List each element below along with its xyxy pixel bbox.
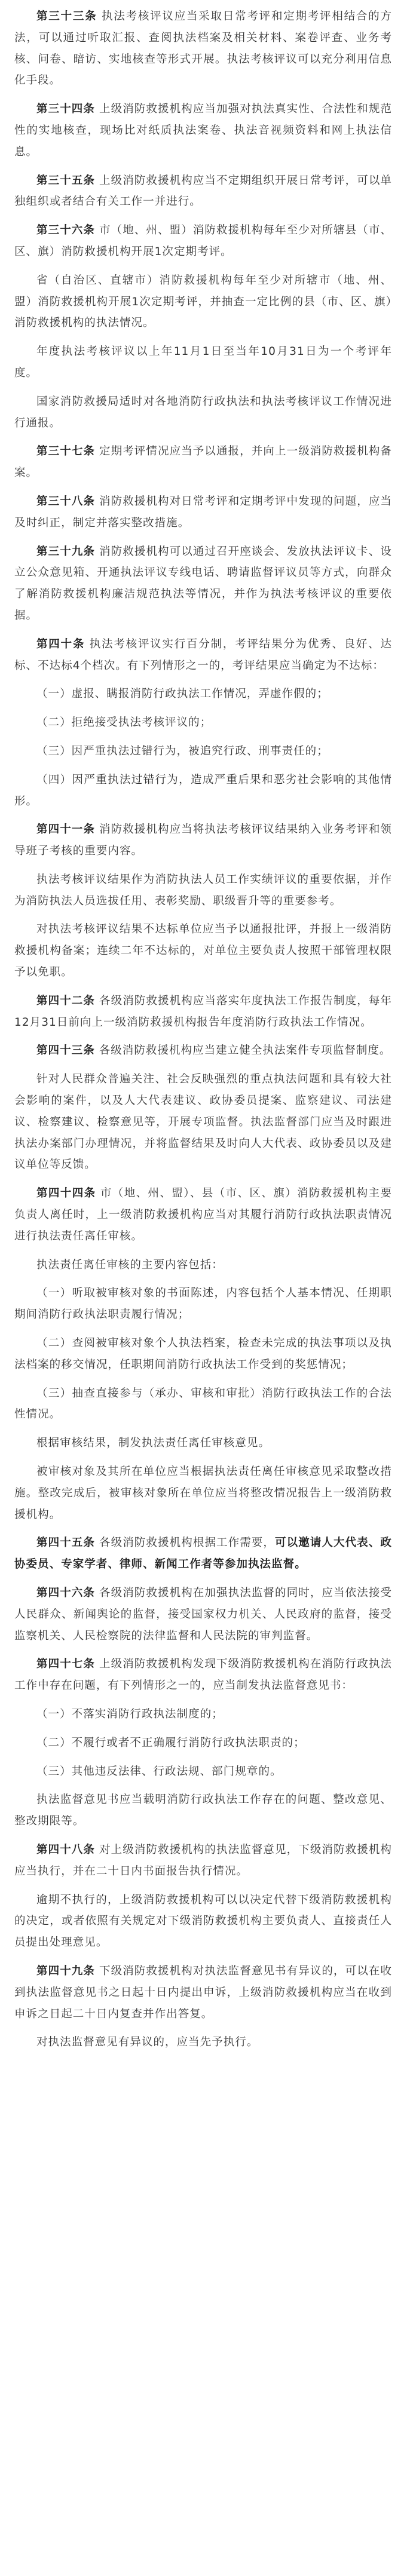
paragraph-text: 国家消防救援局适时对各地消防行政执法和执法考核评议工作情况进行通报。	[14, 395, 392, 430]
paragraph-text: （四）因严重执法过错行为，造成严重后果和恶劣社会影响的其他情形。	[14, 773, 392, 808]
paragraph-text: 执法考核评议结果作为消防执法人员工作实绩评议的重要依据，并作为消防执法人员选拔任用、表彰奖励、职级晋升等的重要参考。	[14, 873, 392, 907]
paragraph	[14, 270, 392, 334]
paragraph	[14, 990, 392, 1034]
paragraph-text: 根据审核结果，制发执法责任离任审核意见。	[36, 1437, 271, 1450]
paragraph-text: 上级消防救援机构应当加强对执法真实性、合法性和规范性的实地核查，现场比对纸质执法案卷、执法音视频资料和网上执法信息。	[14, 103, 392, 158]
paragraph	[14, 1283, 392, 1326]
paragraph	[14, 1654, 392, 1697]
paragraph	[14, 1333, 392, 1376]
paragraph	[14, 2032, 392, 2053]
paragraph-text: 执法考核评议应当采取日常考评和定期考评相结合的方法，可以通过听取汇报、查阅执法档案及相关材料、案卷评查、业务考核、问卷、暗访、实地核查等形式开展。执法考核评议可以充分利用信息化手段。	[14, 10, 392, 87]
article-number: 第四十五条	[36, 1537, 96, 1550]
paragraph	[14, 1789, 392, 1832]
paragraph-text: 消防救援机构可以通过召开座谈会、发放执法评议卡、设立公众意见箱、开通执法评议专线电话、聘请监督评议员等方式，向群众了解消防救援机构廉洁规范执法等情况，并作为执法考核评议的重要依据。	[14, 545, 392, 622]
paragraph	[14, 919, 392, 983]
paragraph-text: （三）抽查直接参与（承办、审核和审批）消防行政执法工作的合法性情况。	[14, 1387, 392, 1421]
article-number: 第四十条	[36, 637, 85, 651]
paragraph-text: 执法监督意见书应当载明消防行政执法工作存在的问题、整改意见、整改期限等。	[14, 1793, 392, 1828]
paragraph	[14, 769, 392, 812]
paragraph	[14, 341, 392, 384]
paragraph	[14, 1040, 392, 1062]
highlighted-text: 可以邀请人大代表、政协委员、专家学者、律师、新闻工作者等参加执法监督。	[14, 1537, 392, 1571]
paragraph-text: 年度执法考核评议以上年11月1日至当年10月31日为一个考评年度。	[14, 345, 392, 379]
paragraph	[14, 1461, 392, 1525]
paragraph	[14, 1532, 392, 1575]
paragraph-text: （一）听取被审核对象的书面陈述，内容包括个人基本情况、任期职期间消防行政执法职责履行情况；	[14, 1287, 392, 1321]
paragraph	[14, 391, 392, 434]
paragraph	[14, 869, 392, 912]
paragraph-text: 定期考评情况应当予以通报，并向上一级消防救援机构备案。	[14, 445, 392, 480]
paragraph	[14, 1704, 392, 1725]
article-number: 第四十二条	[36, 994, 96, 1007]
paragraph-text: 针对人民群众普遍关注、社会反映强烈的重点执法问题和具有较大社会影响的案件，以及人大代表建议、政协委员提案、监察建议、司法建议、检察建议、检察意见等，开展专项监督。执法监督部门应当及时跟进执法办案部门办理情况，并将监督结果及时向人大代表、政协委员以及建议单位等反馈。	[14, 1073, 392, 1172]
article-number: 第四十六条	[36, 1587, 96, 1599]
paragraph	[14, 6, 392, 91]
paragraph-text: 省（自治区、直辖市）消防救援机构每年至少对所辖市（地、州、盟）消防救援机构开展1次定期考评，并抽查一定比例的县（市、区、旗）消防救援机构的执法情况。	[14, 274, 392, 330]
paragraph-text: 各级消防救援机构根据工作需要，	[99, 1537, 276, 1550]
paragraph	[14, 1383, 392, 1426]
paragraph	[14, 441, 392, 484]
paragraph	[14, 491, 392, 534]
paragraph	[14, 1839, 392, 1882]
paragraph	[14, 541, 392, 627]
paragraph-text: （三）因严重执法过错行为，被追究行政、刑事责任的；	[36, 744, 329, 758]
paragraph-text: 市（地、州、盟）消防救援机构每年至少对所辖县（市、区、旗）消防救援机构开展1次定期考评。	[14, 224, 392, 258]
paragraph-text: 逾期不执行的，上级消防救援机构可以以决定代替下级消防救援机构的决定，或者依照有关规定对下级消防救援机构主要负责人、直接责任人员提出处理意见。	[14, 1893, 392, 1949]
paragraph	[14, 634, 392, 677]
paragraph	[14, 683, 392, 705]
paragraph	[14, 1255, 392, 1276]
paragraph-text: （二）查阅被审核对象个人执法档案，检查未完成的执法事项以及执法档案的移交情况，任职期间消防行政执法工作受到的奖惩情况；	[14, 1337, 392, 1371]
paragraph	[14, 1890, 392, 1954]
article-number: 第四十七条	[36, 1658, 96, 1671]
paragraph	[14, 220, 392, 263]
paragraph-text: 执法责任离任审核的主要内容包括：	[36, 1258, 224, 1271]
paragraph-text: 各级消防救援机构应当建立健全执法案件专项监督制度。	[99, 1044, 391, 1057]
paragraph-text: 被审核对象及其所在单位应当根据执法责任离任审核意见采取整改措施。整改完成后，被审核对象所在单位应当将整改情况报告上一级消防救援机构。	[14, 1465, 392, 1521]
paragraph-text: （三）其他违反法律、行政法规、部门规章的。	[36, 1765, 282, 1778]
article-number: 第三十三条	[36, 10, 97, 23]
paragraph-text: 上级消防救援机构发现下级消防救援机构在消防行政执法工作中存在问题，有下列情形之一的，应当制发执法监督意见书：	[14, 1658, 392, 1692]
paragraph	[14, 1069, 392, 1176]
paragraph-text: 消防救援机构应当将执法考核评议结果纳入业务考评和领导班子考核的重要内容。	[14, 823, 392, 858]
paragraph	[14, 1433, 392, 1454]
paragraph-text: （一）虚报、瞒报消防行政执法工作情况，弄虚作假的；	[36, 688, 329, 701]
paragraph-text: 上级消防救援机构应当不定期组织开展日常考评，可以单独组织或者结合有关工作一并进行。	[14, 174, 392, 208]
paragraph-text: 对执法考核评议结果不达标单位应当予以通报批评，并报上一级消防救援机构备案；连续二年不达标的，对单位主要负责人按照干部管理权限予以免职。	[14, 923, 392, 979]
article-number: 第四十九条	[36, 1964, 96, 1977]
paragraph	[14, 1732, 392, 1754]
paragraph	[14, 1183, 392, 1247]
article-number: 第三十六条	[36, 224, 96, 237]
paragraph-text: 执法考核评议实行百分制，考评结果分为优秀、良好、达标、不达标4个档次。有下列情形之一的，考评结果应当确定为不达标：	[14, 637, 393, 672]
paragraph-text: 消防救援机构对日常考评和定期考评中发现的问题，应当及时纠正，制定并落实整改措施。	[14, 495, 392, 529]
paragraph-text: 对上级消防救援机构的执法监督意见，下级消防救援机构应当执行，并在二十日内书面报告执行情况。	[14, 1843, 392, 1878]
article-number: 第三十四条	[36, 103, 96, 116]
paragraph	[14, 741, 392, 762]
paragraph-text: 市（地、州、盟）、县（市、区、旗）消防救援机构主要负责人离任时，上一级消防救援机构应当对其履行消防行政执法职责情况进行执法责任离任审核。	[14, 1187, 392, 1243]
article-number: 第四十八条	[36, 1843, 96, 1856]
paragraph	[14, 1583, 392, 1646]
paragraph-text: （二）拒绝接受执法考核评议的；	[36, 716, 212, 729]
article-number: 第四十一条	[36, 823, 96, 836]
paragraph	[14, 819, 392, 862]
article-number: 第三十九条	[36, 545, 96, 558]
paragraph	[14, 712, 392, 734]
paragraph	[14, 99, 392, 162]
paragraph	[14, 1761, 392, 1783]
article-number: 第三十八条	[36, 495, 96, 508]
paragraph-text: 下级消防救援机构对执法监督意见书有异议的，可以在收到执法监督意见书之日起十日内提出申诉，上级消防救援机构应当在收到申诉之日起二十日内复查并作出答复。	[14, 1964, 392, 2020]
paragraph	[14, 1961, 392, 2025]
paragraph-text: 各级消防救援机构在加强执法监督的同时，应当依法接受人民群众、新闻舆论的监督，接受国家权力机关、人民政府的监督，接受监察机关、人民检察院的法律监督和人民法院的审判监督。	[14, 1587, 392, 1642]
paragraph-text: （一）不落实消防行政执法制度的；	[36, 1707, 224, 1721]
article-number: 第三十五条	[36, 174, 96, 187]
paragraph	[14, 170, 392, 213]
article-number: 第四十四条	[36, 1187, 96, 1200]
article-number: 第四十三条	[36, 1044, 95, 1057]
article-number: 第三十七条	[36, 445, 96, 458]
paragraph-text: 各级消防救援机构应当落实年度执法工作报告制度，每年12月31日前向上一级消防救援机构报告年度消防行政执法工作情况。	[14, 994, 392, 1029]
paragraph-text: （二）不履行或者不正确履行消防行政执法职责的；	[36, 1736, 305, 1749]
paragraph-text: 对执法监督意见有异议的，应当先予执行。	[36, 2036, 259, 2049]
